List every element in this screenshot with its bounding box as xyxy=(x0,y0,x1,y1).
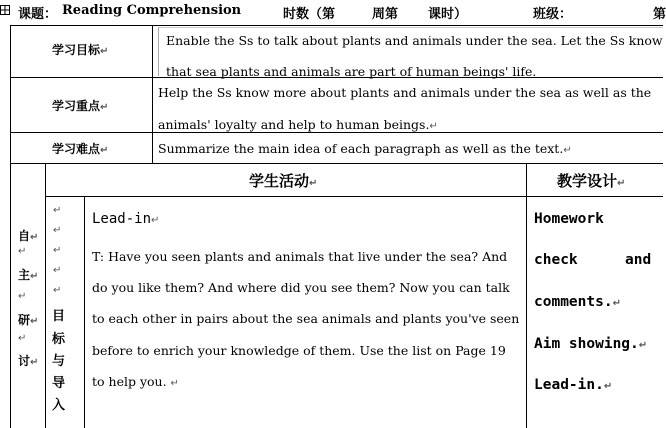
design-homework: Homework xyxy=(534,211,604,227)
paragraph-mark: ↵ xyxy=(18,291,27,302)
self-study-char-1: 自↵ xyxy=(18,229,39,243)
objectives-text-line1: Enable the Ss to talk about plants and animals under the sea. Let the Ss know xyxy=(166,33,663,48)
teaching-design-header: 教学设计↵ xyxy=(557,172,626,190)
topic-value: Reading Comprehension xyxy=(62,3,242,18)
key-points-text-line1: Help the Ss know more about plants and animals under the sea as well as the xyxy=(158,85,652,100)
paragraph-mark: ↵ xyxy=(18,333,27,344)
student-activity-header: 学生活动↵ xyxy=(249,172,318,190)
design-aim: Aim showing.↵ xyxy=(534,336,648,352)
design-lead-in: Lead-in.↵ xyxy=(534,377,613,393)
design-check: check xyxy=(534,252,578,268)
key-points-label: 学习重点↵ xyxy=(52,99,109,113)
goal-char-5: 入 xyxy=(52,398,66,413)
design-comments: comments.↵ xyxy=(534,294,621,310)
paragraph-mark: ↵ xyxy=(53,245,62,256)
paragraph-mark: ↵ xyxy=(53,265,62,276)
topic-label: 课题： xyxy=(18,7,58,22)
goal-char-4: 导 xyxy=(52,376,66,391)
activity-body-line-5: to help you. ↵ xyxy=(92,374,179,389)
table-top-border xyxy=(10,25,663,26)
goal-column-divider xyxy=(84,196,85,428)
self-study-char-2: 主↵ xyxy=(18,268,39,282)
row-divider xyxy=(10,132,663,133)
paragraph-mark: ↵ xyxy=(53,225,62,236)
objectives-label: 学习目标↵ xyxy=(52,43,109,57)
self-study-char-3: 研↵ xyxy=(18,313,39,327)
objectives-text-line2: that sea plants and animals are part of human beings' life. xyxy=(166,64,537,79)
difficulties-text: Summarize the main idea of each paragraph as well as the text.↵ xyxy=(158,141,572,156)
period-label: 课时） xyxy=(428,7,468,22)
goal-char-3: 与 xyxy=(52,354,66,369)
left-label-divider xyxy=(45,163,46,428)
paragraph-mark: ↵ xyxy=(18,246,27,257)
class-label: 班级： xyxy=(533,7,573,22)
table-left-border xyxy=(10,25,11,428)
activity-body-line-1: T: Have you seen plants and animals that live under the sea? And xyxy=(92,249,508,264)
week-label: 周第 xyxy=(372,7,399,22)
goal-char-1: 目 xyxy=(52,309,66,324)
row-divider xyxy=(45,196,663,197)
label-column-divider xyxy=(152,25,153,163)
lead-in-title: Lead-in↵ xyxy=(92,211,160,227)
row-divider xyxy=(10,163,663,164)
activity-body-line-3: to each other in pairs about the sea animals and plants you've seen xyxy=(92,311,520,326)
header-edge-char: 第 xyxy=(653,7,666,22)
paragraph-mark: ↵ xyxy=(53,285,62,296)
self-study-char-4: 讨↵ xyxy=(18,354,39,368)
goal-char-2: 标 xyxy=(52,332,66,347)
key-points-text-line2: animals' loyalty and help to human beings.↵ xyxy=(158,117,438,132)
difficulties-label: 学习难点↵ xyxy=(52,142,109,156)
activity-body-line-4: before to enrich your knowledge of them. Use the list on Page 19 xyxy=(92,343,506,358)
paragraph-mark: ↵ xyxy=(53,205,62,216)
hours-label: 时数（第 xyxy=(283,7,336,22)
activity-body-line-2: do you like them? And where did you see them? Now you can talk xyxy=(92,280,510,295)
move-handle-icon[interactable] xyxy=(0,5,10,15)
design-and: and xyxy=(625,252,652,268)
design-column-divider xyxy=(526,163,527,428)
